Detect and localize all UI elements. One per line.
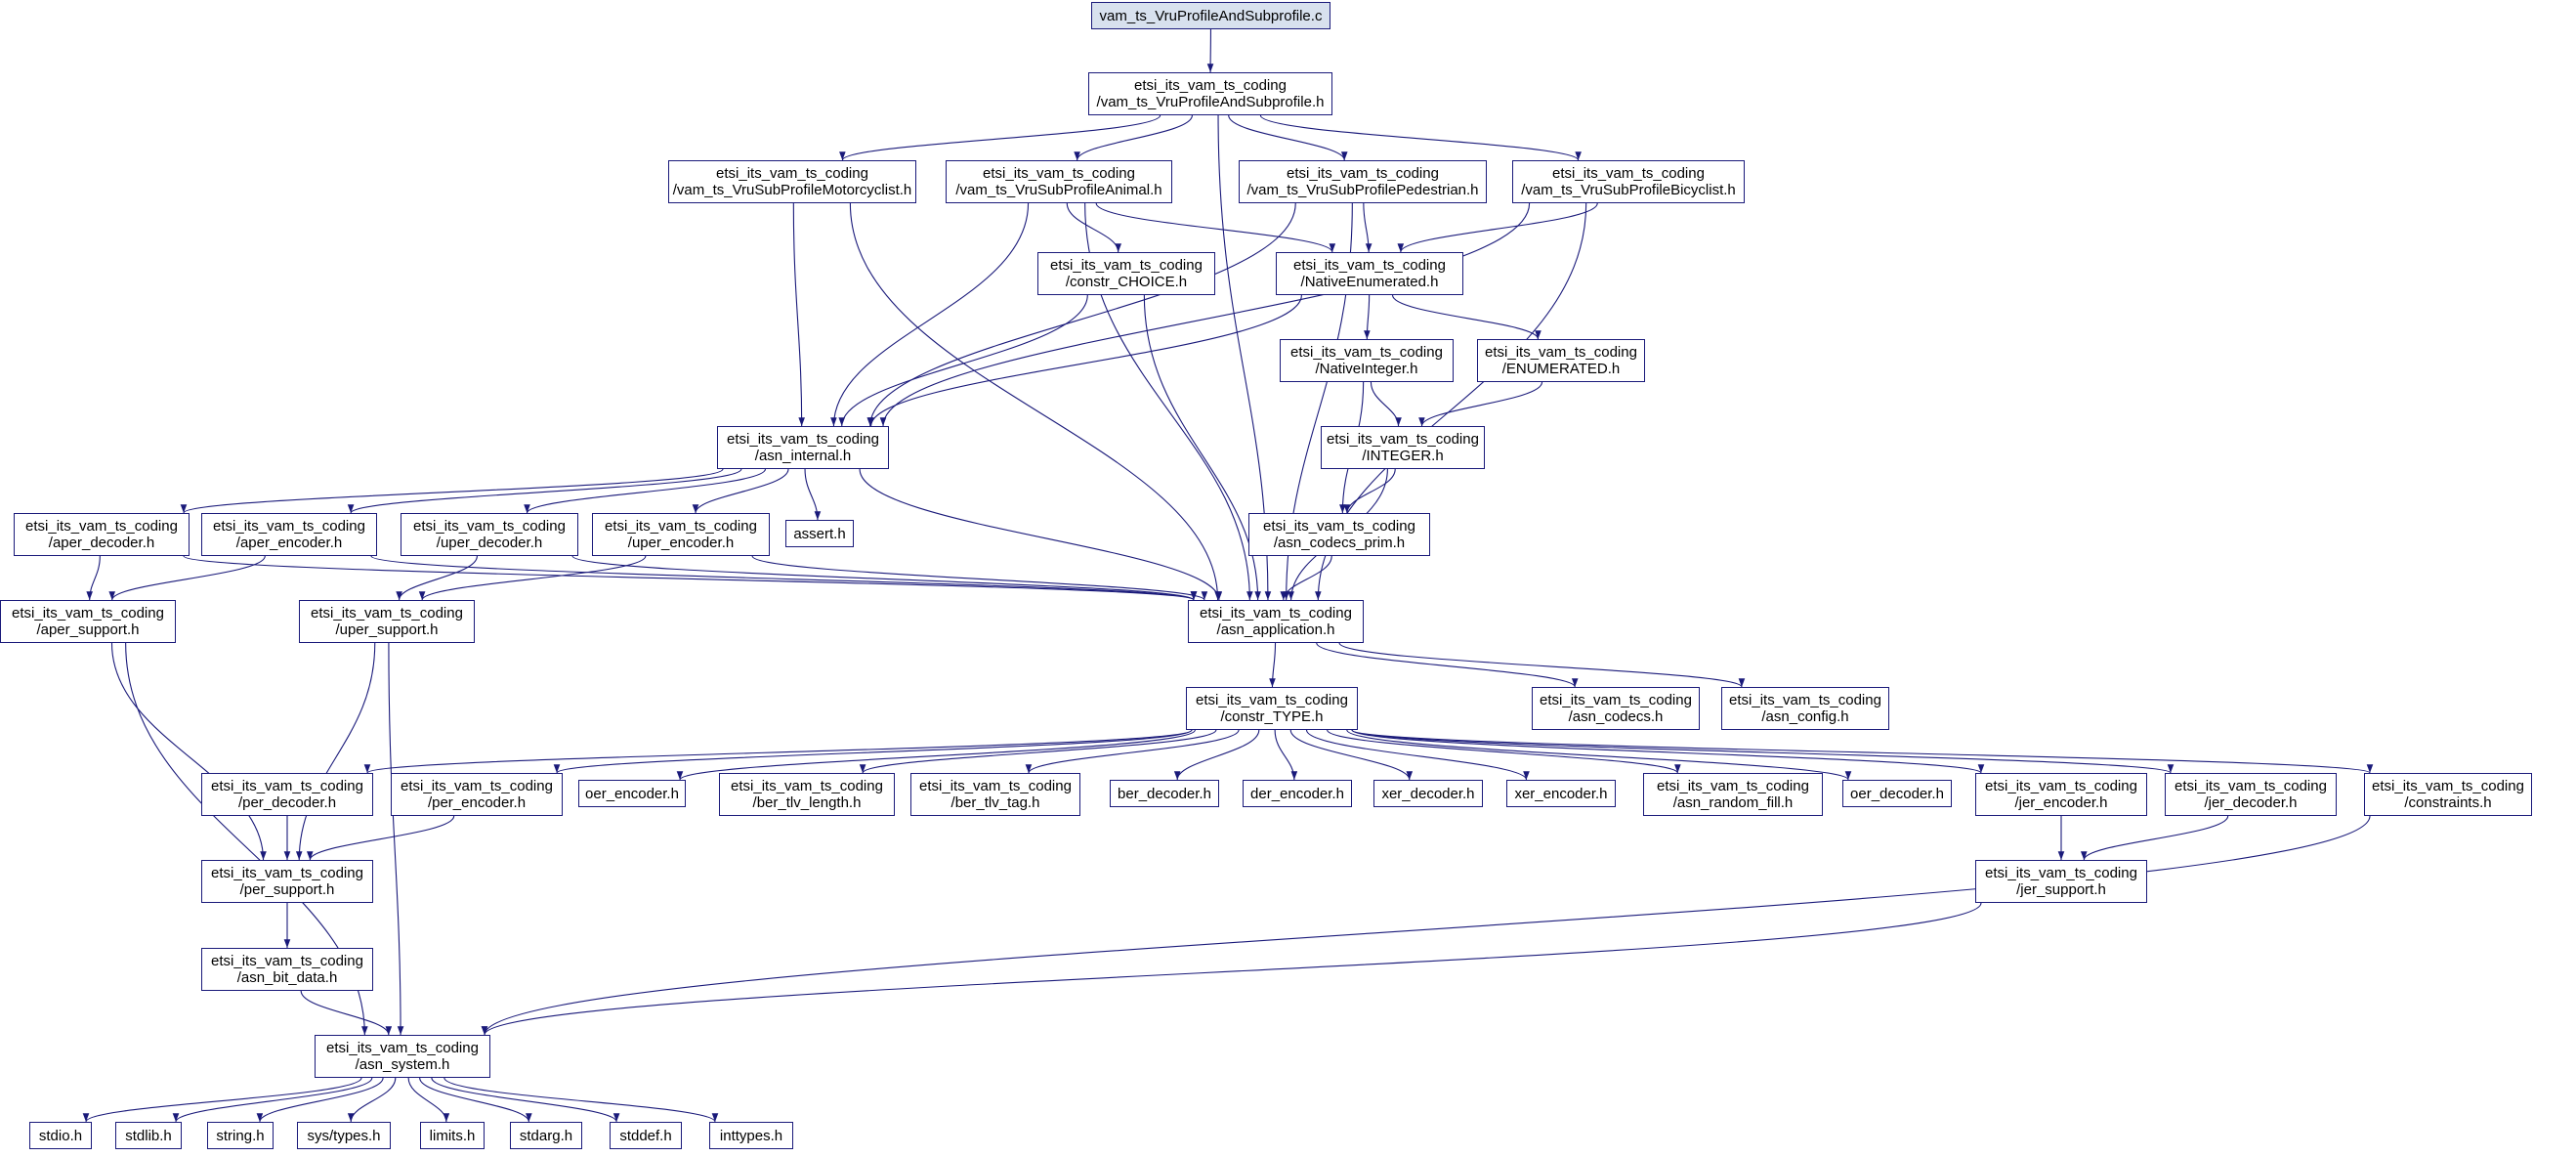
graph-node[interactable] [717, 426, 889, 469]
graph-node[interactable] [1842, 780, 1952, 807]
graph-node[interactable] [592, 513, 770, 556]
graph-edge [260, 1078, 383, 1122]
graph-node[interactable] [14, 513, 190, 556]
graph-edge [1077, 115, 1193, 160]
graph-edge [793, 203, 801, 426]
graph-node[interactable] [391, 773, 563, 816]
graph-node[interactable] [1248, 513, 1430, 556]
graph-edge [871, 295, 1302, 426]
graph-node[interactable] [0, 600, 176, 643]
graph-node[interactable] [297, 1122, 391, 1149]
graph-edge [422, 556, 646, 600]
graph-node-label: oer_decoder.h [1850, 785, 1944, 802]
graph-node[interactable] [668, 160, 916, 203]
graph-node-label: etsi_its_vam_ts_coding [326, 1040, 479, 1056]
graph-node-label: /aper_encoder.h [235, 535, 343, 551]
graph-node[interactable] [910, 773, 1080, 816]
graph-node-label: etsi_its_vam_ts_coding [1287, 165, 1439, 182]
graph-node-label: xer_decoder.h [1381, 785, 1475, 802]
graph-node-label: limits.h [429, 1127, 476, 1144]
graph-node-label: /asn_config.h [1761, 708, 1849, 725]
graph-node[interactable] [510, 1122, 582, 1149]
graph-node[interactable] [1088, 72, 1332, 115]
graph-node-label: sys/types.h [307, 1127, 381, 1144]
graph-node-label: etsi_its_vam_ts_coding [12, 605, 164, 621]
graph-node-label: etsi_its_vam_ts_coding [1327, 431, 1479, 448]
graph-node[interactable] [1532, 687, 1700, 730]
graph-node[interactable] [1037, 252, 1215, 295]
graph-node-label: oer_encoder.h [585, 785, 679, 802]
graph-node[interactable] [610, 1122, 682, 1149]
graph-edge [1260, 115, 1578, 160]
graph-node-label: etsi_its_vam_ts_coding [1196, 692, 1348, 708]
graph-node-label: /vam_ts_VruSubProfileBicyclist.h [1521, 182, 1736, 198]
graph-node-label: etsi_its_vam_ts_coding [731, 778, 883, 794]
graph-node[interactable] [2364, 773, 2532, 816]
graph-node[interactable] [1512, 160, 1745, 203]
graph-node-label: /NativeInteger.h [1315, 361, 1418, 377]
graph-node-label: etsi_its_vam_ts_coding [311, 605, 463, 621]
graph-edge [1401, 203, 1597, 252]
graph-node-label: etsi_its_vam_ts_coding [1485, 344, 1637, 361]
graph-node-label: etsi_its_vam_ts_coding [211, 953, 363, 969]
graph-edge [176, 1078, 372, 1122]
graph-node-label: /constraints.h [2404, 794, 2492, 811]
graph-node-label: stdlib.h [125, 1127, 172, 1144]
graph-node[interactable] [420, 1122, 485, 1149]
graph-node-label: etsi_its_vam_ts_coding [1290, 344, 1443, 361]
graph-node-label: /asn_system.h [355, 1056, 450, 1073]
graph-edge [351, 469, 741, 513]
graph-node[interactable] [115, 1122, 182, 1149]
graph-node-label: string.h [216, 1127, 265, 1144]
graph-edge [1352, 730, 1981, 773]
graph-edge [301, 991, 389, 1035]
graph-edge [528, 469, 766, 513]
graph-edge [1339, 643, 1742, 687]
graph-edge [1096, 203, 1332, 252]
graph-edge [86, 1078, 361, 1122]
graph-edge [863, 730, 1216, 773]
graph-edge [367, 730, 1192, 773]
graph-node[interactable] [578, 780, 686, 807]
graph-node[interactable] [201, 860, 373, 903]
graph-node[interactable] [201, 513, 377, 556]
graph-node-label: /constr_CHOICE.h [1065, 274, 1188, 290]
graph-edge [833, 203, 1028, 426]
graph-edge [842, 115, 1160, 160]
graph-node-label: etsi_its_vam_ts_coding [1293, 257, 1446, 274]
graph-node-label: assert.h [793, 525, 846, 542]
graph-node-label: etsi_its_vam_ts_coding [1540, 692, 1692, 708]
graph-node-label: etsi_its_vam_ts_coding [1134, 77, 1287, 94]
graph-edge [184, 469, 723, 513]
graph-node[interactable] [1110, 780, 1219, 807]
graph-node-label: /aper_decoder.h [48, 535, 155, 551]
graph-edge [408, 1078, 446, 1122]
graph-node[interactable] [1721, 687, 1889, 730]
graph-edge [2084, 816, 2227, 860]
graph-node-label: /asn_application.h [1216, 621, 1335, 638]
graph-node-label: stdarg.h [519, 1127, 573, 1144]
graph-node[interactable] [1239, 160, 1487, 203]
graph-edge [485, 903, 1981, 1035]
graph-edge [1347, 469, 1395, 513]
graph-node-label: ber_decoder.h [1118, 785, 1211, 802]
graph-edge [1371, 382, 1398, 426]
graph-node-label: /vam_ts_VruSubProfileAnimal.h [955, 182, 1162, 198]
graph-node-label: etsi_its_vam_ts_coding [1985, 865, 2137, 881]
graph-node[interactable] [1975, 860, 2147, 903]
graph-edge [1364, 203, 1369, 252]
graph-node-label: etsi_its_vam_ts_coding [1657, 778, 1809, 794]
graph-node-label: /asn_codecs.h [1568, 708, 1664, 725]
graph-node-label: /constr_TYPE.h [1220, 708, 1324, 725]
graph-node-label: etsi_its_vam_ts_coding [211, 865, 363, 881]
graph-node-label: etsi_its_vam_ts_coding [401, 778, 553, 794]
graph-node-label: /uper_encoder.h [627, 535, 735, 551]
graph-edge [184, 556, 1194, 600]
graph-node-label: inttypes.h [719, 1127, 783, 1144]
graph-node-label: /per_encoder.h [427, 794, 527, 811]
graph-node[interactable] [1975, 773, 2147, 816]
graph-node-label: etsi_its_vam_ts_coding [413, 518, 566, 535]
graph-edge [400, 556, 478, 600]
graph-edge [351, 1078, 396, 1122]
graph-node[interactable] [1276, 252, 1463, 295]
graph-node[interactable] [401, 513, 578, 556]
graph-node-label: /ber_tlv_length.h [752, 794, 862, 811]
graph-node[interactable] [1373, 780, 1483, 807]
graph-edge [310, 816, 453, 860]
graph-node-label: etsi_its_vam_ts_coding [1552, 165, 1705, 182]
graph-node[interactable] [29, 1122, 92, 1149]
graph-node-label: /INTEGER.h [1362, 448, 1444, 464]
graph-node-label: etsi_its_vam_ts_coding [919, 778, 1072, 794]
graph-node-label: /asn_internal.h [754, 448, 852, 464]
graph-node[interactable] [1243, 780, 1352, 807]
graph-node-label: /NativeEnumerated.h [1300, 274, 1439, 290]
graph-edge [111, 643, 263, 860]
graph-node-label: /vam_ts_VruSubProfileMotorcyclist.h [672, 182, 912, 198]
graph-edge [572, 556, 1194, 600]
graph-node-label: /uper_support.h [335, 621, 439, 638]
graph-node[interactable] [1280, 339, 1454, 382]
graph-node-label: etsi_its_vam_ts_coding [2372, 778, 2524, 794]
graph-node-label: /asn_bit_data.h [236, 969, 338, 986]
graph-edge [389, 643, 401, 1035]
graph-edge [1029, 730, 1239, 773]
graph-node-label: /ber_tlv_tag.h [950, 794, 1040, 811]
graph-edge [1352, 730, 2171, 773]
graph-node[interactable] [2165, 773, 2337, 816]
graph-node-label: etsi_its_vam_ts_coding [211, 778, 363, 794]
graph-edge [1393, 295, 1539, 339]
graph-node-label: /ENUMERATED.h [1501, 361, 1621, 377]
graph-node-label: etsi_its_vam_ts_coding [2175, 778, 2327, 794]
graph-node[interactable] [201, 773, 373, 816]
graph-node-label: /jer_support.h [2016, 881, 2106, 898]
graph-node-label: vam_ts_VruProfileAndSubprofile.c [1099, 7, 1323, 24]
graph-node-label: xer_encoder.h [1514, 785, 1608, 802]
graph-node-label: /vam_ts_VruProfileAndSubprofile.h [1096, 94, 1325, 110]
graph-edge [90, 556, 101, 600]
graph-node-label: etsi_its_vam_ts_coding [1263, 518, 1415, 535]
graph-edge [1144, 295, 1257, 600]
graph-node[interactable] [1321, 426, 1485, 469]
graph-node-label: /jer_decoder.h [2204, 794, 2298, 811]
graph-node-label: etsi_its_vam_ts_coding [1200, 605, 1352, 621]
graph-node[interactable] [207, 1122, 274, 1149]
graph-edge [696, 469, 788, 513]
graph-node[interactable] [201, 948, 373, 991]
graph-node[interactable] [1477, 339, 1645, 382]
graph-node[interactable] [1091, 2, 1330, 29]
graph-edge [1275, 730, 1294, 780]
graph-node-label: /jer_encoder.h [2014, 794, 2108, 811]
graph-edge [112, 556, 266, 600]
graph-edge [1317, 643, 1575, 687]
graph-edge [1229, 115, 1345, 160]
graph-node-label: etsi_its_vam_ts_coding [1985, 778, 2137, 794]
graph-node[interactable] [719, 773, 895, 816]
graph-edge [752, 556, 1204, 600]
graph-edge [1290, 730, 1410, 780]
graph-node-label: etsi_its_vam_ts_coding [716, 165, 868, 182]
graph-node[interactable] [1186, 687, 1358, 730]
graph-edge [1352, 730, 2370, 773]
graph-node-label: /asn_codecs_prim.h [1273, 535, 1406, 551]
graph-edge [1307, 730, 1527, 780]
graph-node-label: etsi_its_vam_ts_coding [213, 518, 365, 535]
graph-node-label: /aper_support.h [36, 621, 140, 638]
graph-edge [1421, 382, 1541, 426]
graph-node[interactable] [1643, 773, 1823, 816]
graph-node[interactable] [785, 520, 854, 547]
graph-edge [805, 469, 818, 520]
graph-node-label: etsi_its_vam_ts_coding [727, 431, 879, 448]
graph-node-label: etsi_its_vam_ts_coding [25, 518, 178, 535]
graph-node[interactable] [709, 1122, 793, 1149]
graph-node-label: /per_support.h [239, 881, 335, 898]
graph-node[interactable] [1506, 780, 1616, 807]
graph-node-label: etsi_its_vam_ts_coding [605, 518, 757, 535]
graph-node-label: stdio.h [38, 1127, 83, 1144]
graph-node[interactable] [299, 600, 475, 643]
graph-edge [432, 1078, 616, 1122]
graph-node-label: etsi_its_vam_ts_coding [1729, 692, 1881, 708]
graph-edge [1284, 556, 1331, 600]
graph-node-label: etsi_its_vam_ts_coding [983, 165, 1135, 182]
graph-node-label: /per_decoder.h [237, 794, 337, 811]
graph-node[interactable] [315, 1035, 490, 1078]
graph-edge [870, 203, 1295, 426]
graph-node-label: /vam_ts_VruSubProfilePedestrian.h [1246, 182, 1479, 198]
graph-node[interactable] [946, 160, 1172, 203]
graph-edge [299, 643, 375, 860]
graph-edge [420, 1078, 529, 1122]
graph-edge [371, 556, 1194, 600]
graph-edge [1177, 730, 1259, 780]
graph-edge [444, 1078, 715, 1122]
graph-node-label: stddef.h [619, 1127, 672, 1144]
graph-edge [883, 203, 1530, 426]
graph-edge [485, 816, 2370, 1035]
graph-edge [1067, 203, 1118, 252]
graph-node-label: der_encoder.h [1250, 785, 1344, 802]
graph-node-label: etsi_its_vam_ts_coding [1050, 257, 1203, 274]
graph-edge [1328, 730, 1678, 773]
graph-node-label: /asn_random_fill.h [1672, 794, 1794, 811]
graph-node[interactable] [1188, 600, 1364, 643]
graph-edge [1367, 295, 1369, 339]
graph-node-label: /uper_decoder.h [436, 535, 543, 551]
graph-edge [1272, 643, 1275, 687]
graph-edge [860, 469, 1219, 600]
graph-edge [842, 295, 1088, 426]
graph-edge [557, 730, 1192, 773]
